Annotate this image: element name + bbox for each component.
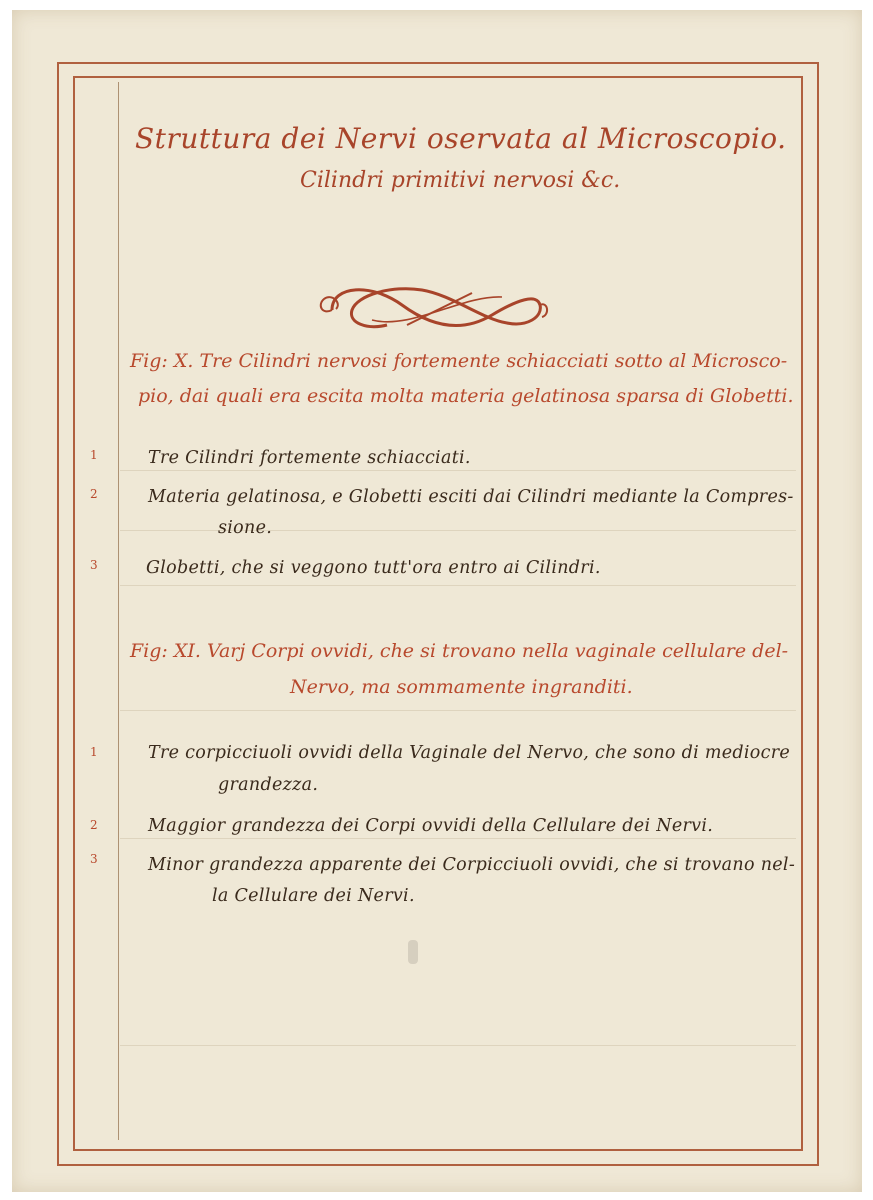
fig-xi-heading-line1: Fig: XI. Varj Corpi ovvidi, che si trovano nella vaginale cellulare del- [130,640,789,662]
ruled-line [120,838,796,839]
margin-rule [118,82,119,1140]
ruled-line [120,470,796,471]
ruled-line [120,1045,796,1046]
item-number: 2 [90,818,98,832]
fig-x-item-3: Globetti, che si veggono tutt'ora entro ai Cilindri. [146,558,601,578]
ruled-line [120,710,796,711]
fig-x-item-2: Materia gelatinosa, e Globetti esciti dai Cilindri mediante la Compres- [148,487,794,507]
ruled-line [120,585,796,586]
fig-xi-item-1: Tre corpicciuoli ovvidi della Vaginale del Nervo, che sono di mediocre [148,743,791,763]
fig-xi-item-1-continued: grandezza. [218,775,319,795]
fig-x-heading-line1: Fig: X. Tre Cilindri nervosi fortemente schiacciati sotto al Microsco- [130,350,788,372]
item-number: 2 [90,487,98,501]
ink-smudge [408,940,418,964]
item-number: 3 [90,558,98,572]
fig-x-item-2-continued: sione. [218,518,273,538]
fig-xi-item-3: Minor grandezza apparente dei Corpicciuoli ovvidi, che si trovano nel- [148,855,796,875]
decorative-flourish [312,275,552,345]
fig-x-item-1: Tre Cilindri fortemente schiacciati. [148,448,471,468]
fig-xi-item-3-continued: la Cellulare dei Nervi. [212,886,415,906]
fig-xi-item-2: Maggior grandezza dei Corpi ovvidi della Cellulare dei Nervi. [148,816,714,836]
item-number: 1 [90,448,98,462]
item-number: 3 [90,852,98,866]
page-title: Struttura dei Nervi oservata al Microscopio. [135,122,787,155]
fig-xi-heading-line2: Nervo, ma sommamente ingranditi. [290,676,633,698]
fig-x-heading-line2: pio, dai quali era escita molta materia gelatinosa sparsa di Globetti. [138,385,794,407]
inner-border [73,76,803,1151]
page-subtitle: Cilindri primitivi nervosi &c. [300,168,621,193]
item-number: 1 [90,745,98,759]
